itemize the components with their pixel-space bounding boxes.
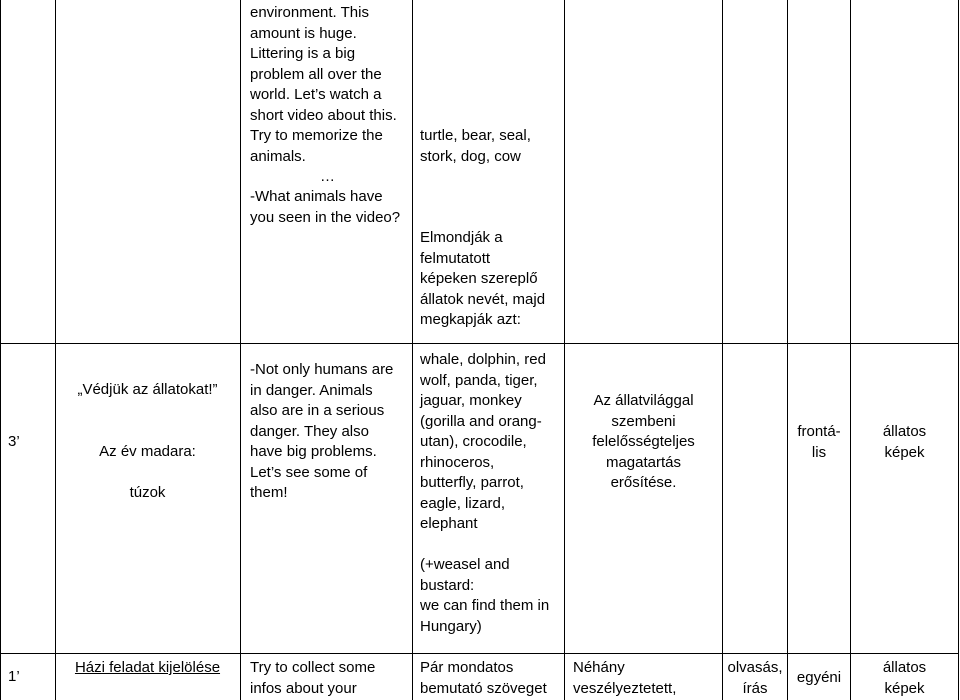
row-1-work-form: egyéni — [796, 669, 842, 686]
row-3-bird-label: Az év madara: — [99, 443, 196, 460]
table-divider-col2 — [240, 0, 241, 700]
row-3-teacher-text: -Not only humans are in danger. Animals also are in a serious danger. They also have big problems. Let’s see some of them! — [250, 361, 394, 501]
table-divider-col6 — [787, 0, 788, 700]
table-border-left — [0, 0, 1, 700]
row-3-time: 3’ — [8, 433, 20, 450]
row-1-goal: Néhány veszélyeztetett, — [573, 659, 677, 697]
row-1-topic: Házi feladat kijelölése — [74, 659, 221, 676]
table-divider-col5 — [722, 0, 723, 700]
table-divider-col1 — [55, 0, 56, 700]
row-3-goal: Az állatvilággal szembeni felelősségteljes magatartás erősítése. — [592, 392, 695, 491]
row-a-ellipsis: … — [320, 168, 335, 185]
table-divider-col4 — [564, 0, 565, 700]
row-1-skills: olvasás, írás — [727, 659, 783, 697]
row-a-animals: turtle, bear, seal, stork, dog, cow — [420, 127, 531, 165]
table-divider-col3 — [412, 0, 413, 700]
row-3-work-form: frontá- lis — [797, 423, 841, 461]
row-a-teacher-text: environment. This amount is huge. Littering is a big problem all over the world. Let’s watch a short video about this. Try to memorize the animals. — [250, 4, 397, 165]
row-1-tools: állatos képek — [882, 659, 927, 697]
row-1-time: 1’ — [8, 668, 20, 685]
table-row-divider-2 — [0, 653, 959, 654]
table-divider-col7 — [850, 0, 851, 700]
row-3-tools: állatos képek — [882, 423, 927, 461]
row-3-animals-extra: (+weasel and bustard: we can find them in Hungary) — [420, 556, 550, 635]
row-3-topic: „Védjük az állatokat!” — [77, 381, 218, 398]
row-1-teacher-text: Try to collect some infos about your — [250, 659, 376, 697]
row-1-students-text: Pár mondatos bemutató szöveget — [420, 659, 547, 697]
row-3-animals: whale, dolphin, red wolf, panda, tiger, jaguar, monkey (gorilla and orang- utan), crocodile, rhinoceros, butterfly, parrot, eagle, lizard, elephant — [420, 351, 546, 532]
row-a-instruction: Elmondják a felmutatott képeken szereplő állatok nevét, majd megkapják azt: — [420, 229, 546, 328]
table-border-right — [958, 0, 959, 700]
row-3-bird-name: túzok — [129, 484, 166, 501]
table-row-divider-1 — [0, 343, 959, 344]
row-a-teacher-question: -What animals have you seen in the video? — [250, 188, 401, 226]
